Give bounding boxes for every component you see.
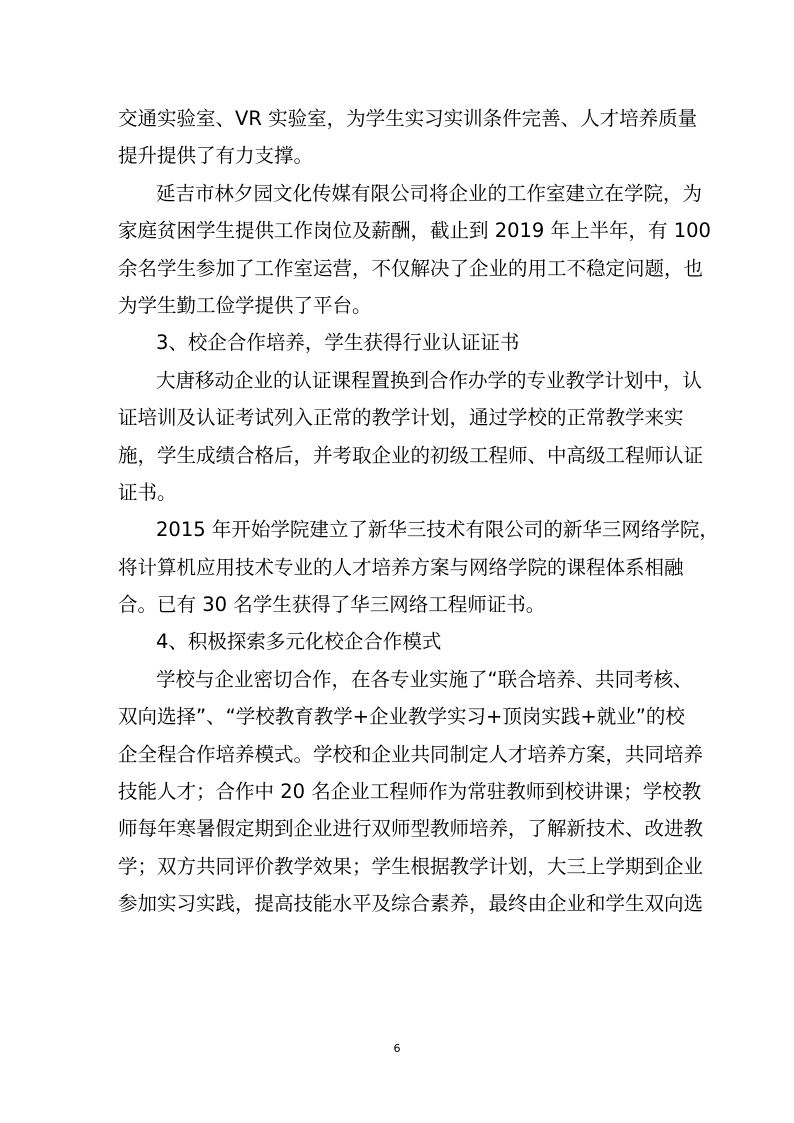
text-line: 学；双方共同评价教学效果；学生根据教学计划，大三上学期到企业 — [118, 854, 704, 878]
body-text — [118, 100, 719, 923]
paragraph-first-line: 延吉市林夕园文化传媒有限公司将企业的工作室建立在学院，为 — [156, 181, 703, 205]
text-line: 证书。 — [118, 480, 177, 504]
paragraph-first-line: 2015 年开始学院建立了新华三技术有限公司的新华三网络学院， — [156, 518, 719, 542]
paragraph-first-line: 学校与企业密切合作，在各专业实施了“联合培养、共同考核、 — [156, 667, 693, 691]
text-line: 证培训及认证考试列入正常的教学计划，通过学校的正常教学来实 — [118, 406, 684, 430]
text-line: 施，学生成绩合格后，并考取企业的初级工程师、中高级工程师认证 — [118, 443, 704, 467]
text-line: 余名学生参加了工作室运营，不仅解决了企业的用工不稳定问题，也 — [118, 256, 704, 280]
text-line: 师每年寒暑假定期到企业进行双师型教师培养，了解新技术、改进教 — [118, 817, 704, 841]
section-heading: 3、校企合作培养，学生获得行业认证证书 — [156, 331, 520, 355]
section-heading: 4、积极探索多元化校企合作模式 — [156, 630, 442, 654]
page-number: 6 — [393, 1042, 401, 1055]
text-line: 为学生勤工俭学提供了平台。 — [118, 293, 372, 317]
text-line: 将计算机应用技术专业的人才培养方案与网络学院的课程体系相融 — [118, 555, 684, 579]
text-line: 家庭贫困学生提供工作岗位及薪酬，截止到 2019 年上半年，有 100 — [118, 219, 711, 243]
text-line: 提升提供了有力支撑。 — [118, 144, 314, 168]
text-line: 企全程合作培养模式。学校和企业共同制定人才培养方案，共同培养 — [118, 742, 704, 766]
text-line: 技能人才；合作中 20 名企业工程师作为常驻教师到校讲课；学校教 — [118, 780, 702, 804]
paragraph-first-line: 大唐移动企业的认证课程置换到合作办学的专业教学计划中，认 — [156, 368, 703, 392]
text-line: 参加实习实践，提高技能水平及综合素养，最终由企业和学生双向选 — [118, 892, 704, 916]
text-line: 双向选择”、“学校教育教学+企业教学实习+顶岗实践+就业”的校 — [118, 705, 685, 729]
text-line: 合。已有 30 名学生获得了华三网络工程师证书。 — [118, 593, 546, 617]
text-line: 交通实验室、VR 实验室，为学生实习实训条件完善、人才培养质量 — [118, 107, 698, 130]
